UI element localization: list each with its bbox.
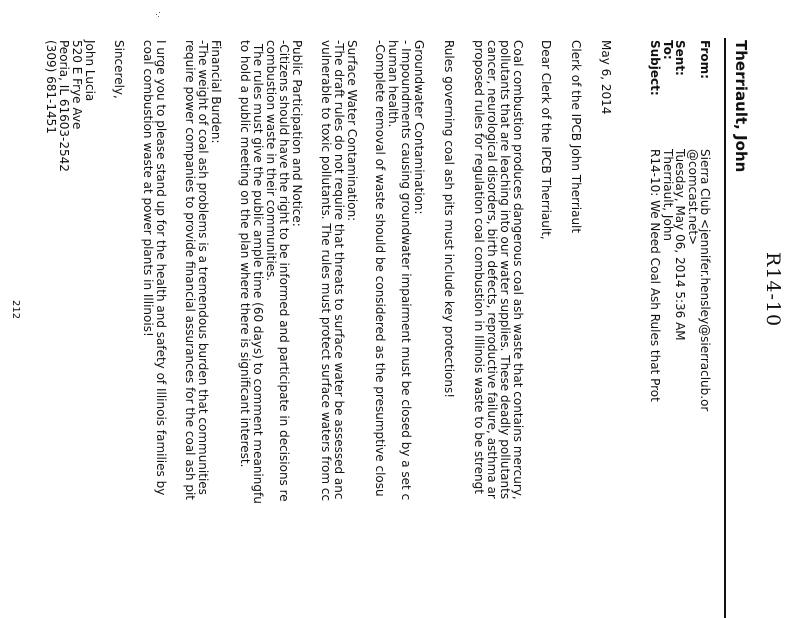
- intro-line-1: Coal combustion produces dangerous coal ash waste that contains mercury,: [511, 40, 525, 500]
- groundwater-line-3: -Complete removal of waste should be considered as the presumptive closu: [373, 40, 387, 497]
- from-value-line2: @comcast.net>: [686, 149, 700, 246]
- sent-value: Tuesday, May 06, 2014 5:36 AM: [673, 149, 687, 341]
- surface-water-line-2: vulnerable to toxic pollutants. The rules must protect surface waters from cc: [319, 40, 333, 502]
- closing-line-2: coal combustion waste at power plants in Illinois!: [141, 40, 155, 337]
- financial-line-2: require power companies to provide financial assurances for the coal ash pit: [183, 40, 197, 501]
- groundwater-heading: Groundwater Contamination:: [412, 40, 426, 215]
- scan-speck: [159, 12, 160, 13]
- intro-line-3: cancer, neurological disorders, birth defects, reproductive failure, asthma ar: [485, 40, 499, 499]
- intro-line-4: proposed rules for regulation coal combustion in Illinois waste to be strengt: [472, 40, 486, 494]
- letter-date: May 6, 2014: [599, 40, 613, 115]
- signature-city: Peoria, IL 61603-2542: [57, 40, 71, 172]
- header-rule: [724, 38, 726, 618]
- public-participation-line-1: -Citizens should have the right to be informed and participate in decisions re: [277, 40, 291, 502]
- rules-intro: Rules governing coal ash pits must include key protections!: [442, 40, 456, 399]
- signoff: Sincerely,: [112, 40, 126, 99]
- sender-name: Therriault, John: [732, 40, 750, 173]
- public-participation-line-3: The rules must give the public ample time (60 days) to comment meaningfu: [251, 40, 265, 504]
- subject-label: Subject:: [648, 40, 662, 96]
- to-label: To:: [661, 40, 675, 60]
- groundwater-line-1: - Impoundments causing groundwater impairment must be closed by a set c: [399, 40, 413, 501]
- surface-water-heading: Surface Water Contamination:: [345, 40, 359, 222]
- scan-speck: [158, 16, 159, 17]
- scan-speck: [156, 14, 157, 15]
- public-participation-heading: Public Participation and Notice:: [290, 40, 304, 227]
- page-number: 212: [10, 300, 21, 320]
- groundwater-line-2: human health.: [386, 40, 400, 128]
- intro-line-2: pollutants that are leaching into our water supplies. These deadly pollutants: [498, 40, 512, 500]
- from-value-line1: Sierra Club <jennifer.hensley@sierraclub.or: [698, 149, 712, 412]
- signature-phone: (309) 681-1451: [44, 40, 58, 134]
- signature-name: John Lucia: [83, 40, 97, 102]
- subject-value: R14-10: We Need Coal Ash Rules that Prot: [648, 149, 662, 402]
- recipient-line: Clerk of the IPCB John Therriault: [569, 40, 583, 234]
- sent-label: Sent:: [673, 40, 687, 76]
- financial-heading: Financial Burden:: [209, 40, 223, 144]
- salutation: Dear Clerk of the IPCB Therriault,: [539, 40, 553, 240]
- financial-line-1: -The weight of coal ash problems is a tremendous burden that communities: [196, 40, 210, 495]
- public-participation-line-2: combustion waste in their communities.: [264, 40, 278, 282]
- public-participation-line-4: to hold a public meeting on the plan where there is significant interest.: [238, 40, 252, 468]
- signature-street: 520 E Frye Ave: [70, 40, 84, 130]
- closing-line-1: I urge you to please stand up for the health and safety of Illinois families by: [154, 40, 168, 496]
- document-id: R14-10: [762, 252, 784, 328]
- from-label: From:: [698, 40, 712, 79]
- to-value: Therriault, John: [661, 149, 675, 242]
- surface-water-line-1: -The draft rules do not require that threats to surface water be assessed anc: [332, 40, 346, 500]
